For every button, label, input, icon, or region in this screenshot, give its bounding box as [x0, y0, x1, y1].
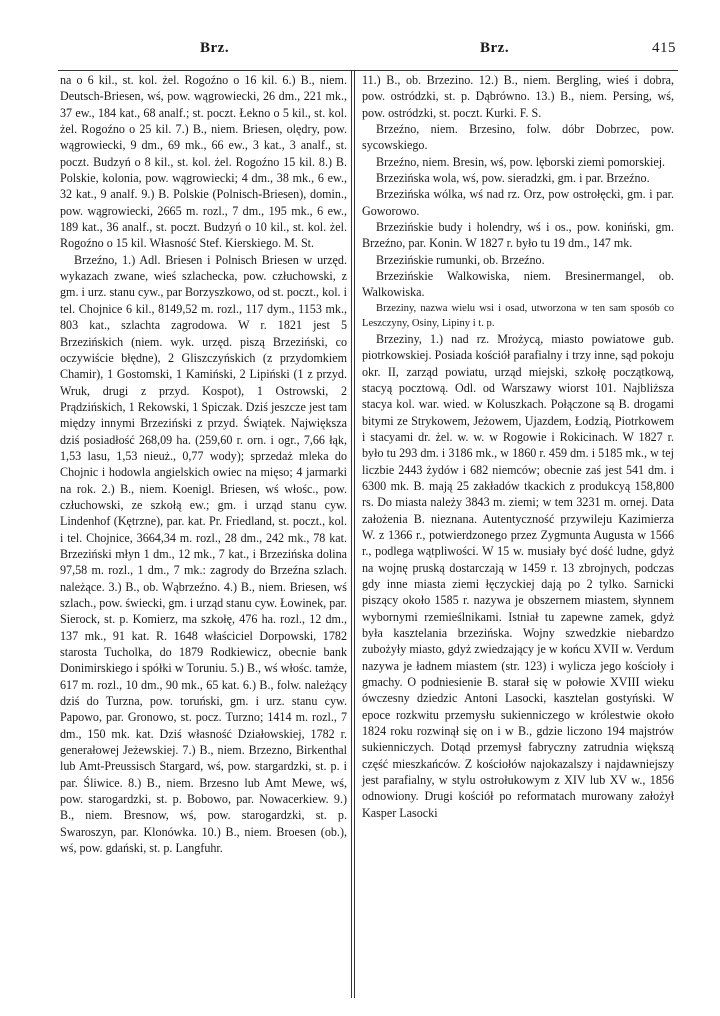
entry-paragraph: Brzezińska wola, wś, pow. sieradzki, gm. i par. Brzeźno.: [376, 171, 650, 186]
running-head-left: Brz.: [200, 40, 230, 56]
entry-paragraph: Brzeziny, nazwa wielu wsi i osad, utworzona w ten sam sposób co Leszczyny, Osiny, Lipiny i t. p.: [362, 302, 674, 329]
entry-paragraph: Brzezińskie budy i holendry, wś i os., pow. koniński, gm. Brzeźno, par. Konin. W 1827 r. było tu 19 dm., 147 mk.: [362, 220, 674, 251]
entry-paragraph: Brzeźno, niem. Bresin, wś, pow. lęborski ziemi pomorskiej.: [376, 154, 666, 169]
right-column: [362, 72, 674, 821]
page-number: 415: [652, 40, 676, 56]
left-column: [60, 72, 347, 857]
entry-paragraph: Brzeźno, niem. Brzesino, folw. dóbr Dobrzec, pow. sycowskiego.: [362, 122, 674, 153]
running-head-center: Brz.: [480, 40, 510, 56]
entry-paragraph: Brzezińska wólka, wś nad rz. Orz, pow ostrołęcki, gm. i par. Goworowo.: [362, 187, 674, 218]
header-rule: [58, 70, 678, 71]
entry-paragraph: na o 6 kil., st. kol. żel. Rogoźno o 16 kil. 6.) B., niem. Deutsch-Briesen, wś, pow. wągrowiecki, 26 dm., 221 mk., 37 ew., 184 kat., 68 analf.; st. poczt. Łekno o 5 kil., st. kol. żel. Rogoźno o 25 kil. 7.) B., niem. Briesen, olędry, pow. wągrowiecki, 9 dm., 69 mk., 66 ew., 3 kat., 3 analf., st. poczt. Budzyń o 8 kil., st. kol. żel. Rogoźno 15 kil. 8.) B. Polskie, kolonia, pow. wągrowiecki; 4 dm., 38 mk., 6 ew., 32 kat., 9 analf. 9.) B. Polskie (Polnisch-Briesen), domin., pow. wągrowiecki, 2665 m. rozl., 7 dm., 195 mk., 6 ew., 189 kat., 36 analf., st. poczt. Budzyń o 10 kil., st. kol. żel. Rogoźno o 15 kil. Własność Stef. Kierskiego. M. St.: [60, 73, 347, 251]
entry-paragraph: Brzeziny, 1.) nad rz. Mrożycą, miasto powiatowe gub. piotrkowskiej. Posiada kościół parafialny i trzy inne, sąd pokoju okr. II, zarząd powiatu, urząd miejski, szkołę początkową, stacyą pocztową. Odl. od Warszawy wiorst 101. Najbliższa stacya kol. war. wied. w Koluszkach. Połączone są B. drogami bitymi ze Strykowem, Jeżowem, Ujazdem, Łodzią, Piotrkowem i stacyami dr. żel. w. w. w Rogowie i Rokicinach. W 1827 r. było tu 293 dm. i 3186 mk., w 1860 r. 459 dm. i 5185 mk., w tej liczbie 2443 żydów i 682 niemców; obecnie zaś jest 541 dm. i 6300 mk. B. mają 25 zakładów tkackich z produkcyą 158,800 rs. Do miasta należy 3843 m. ziemi; w tem 3231 m. ornej. Data założenia B. nieznana. Autentyczność przywileju Kazimierza W. z 1366 r., potwierdzonego przez Zygmunta Augusta w 1566 r., podlega wątpliwości. W 15 w. musiały być dość ludne, gdyż na wojnę pruską dostarczają w 1459 r. 13 zbrojnych, podczas gdy inne miasta ziemi łęczyckiej dają po 2 tylko. Sarnicki piszący około 1585 r. nazywa je obszernem miastem, słynnem wybornymi rzemieślnikami. Istniał tu zapewne zamek, gdyż była kasztelania brzezińska. Wojny szwedzkie niebardzo zubożyły miasto, gdyż zwiedzający je w końcu XVII w. Verdum nazywa je ładnem miastem (str. 123) i wylicza jego kościoły i gmachy. O podniesienie B. starał się w połowie XVIII wieku ówczesny dziedzic Antoni Lasocki, kasztelan gostyński. W epoce rozkwitu przemysłu sukienniczego w królestwie około 1824 roku rozwinął się on i w B., gdzie liczono 194 majstrów sukienniczych. Dotąd przemysł fabryczny zatrudnia większą część mieszkańców. Z kościołów najokazalszy i najdawniejszy jest parafialny, w stylu ostrołukowym z XIV lub XV w., 1856 odnowiony. Drugi kościół po reformatach murowany założył Kasper Lasocki: [362, 331, 674, 820]
entry-paragraph: Brzezińskie rumunki, ob. Brzeźno.: [376, 252, 545, 267]
entry-paragraph: 11.) B., ob. Brzezino. 12.) B., niem. Bergling, wieś i dobra, pow. ostródzki, st. p. Dąbrówno. 13.) B., niem. Persing, wś, pow. ostródzki, st. poczt. Kurki. F. S.: [362, 73, 674, 120]
entry-paragraph: Brzeźno, 1.) Adl. Briesen i Polnisch Briesen w urzęd. wykazach zwane, wieś szlachecka, pow. człuchowski, z gm. i urz. stanu cyw., par Borzyszkowo, od st. poczt., kol. i tel. Chojnice 6 kil., 8149,52 m. rozl., 117 dym., 1153 mk., 803 kat., szlachta zagrodowa. W r. 1821 jest 5 Brzezińskich (niem. wyk. urzęd. piszą Brzeziński, co oczywiście błędne), 2 Gliszczyńskich (z przydomkiem Chamir), 1 Gostomski, 1 Kamiński, 2 Lipiński (1 z przyd. Wruk, drugi z przyd. Kospot), 1 Ostrowski, 2 Prądzińskich, 1 Rekowski, 1 Spiczak. Dziś jeszcze jest tam między innymi Brzeziński z przyd. Świątek. Największa dziś posiadłość 268,09 ha. (259,60 r. orn. i ogr., 7,66 łąk, 1,53 lasu, 1,53 nieuż., 0,77 wody); sprzedaż mleka do Chojnic i hodowla angielskich owiec na mięso; 4 jarmarki na rok. 2.) B., niem. Koenigl. Briesen, wś włośc., pow. człuchowski, ze szkołą ew.; gm. i urząd stanu cyw. Lindenhof (Kętrzne), par. kat. Pr. Friedland, st. poczt., kol. i tel. Chojnice, 3664,34 m. rozl., 28 dm., 242 mk., 78 kat. Brzeziński młyn 1 dm., 12 mk., 7 kat., i Brzezińska dolina 97,58 m. rozl., 1 dm., 7 mk.: zagrody do Brzeźna szlach. należące. 3.) B., ob. Wąbrzeźno. 4.) B., niem. Briesen, wś szlach., pow. świecki, gm. i urząd stanu cyw. Łowinek, par. Sierock, st. p. Komierz, ma szkołę, 476 ha. rozl., 12 dm., 137 mk., 91 kat. R. 1648 właściciel Dorpowski, 1782 starosta Tucholka, do 1879 Rodkiewicz, obecnie bank Donimirskiego i spółki w Toruniu. 5.) B., wś włośc. tamże, 617 m. rozl., 10 dm., 90 mk., 65 kat. 6.) B., folw. należący dziś do Turzna, pow. toruński, gm. i urz. stanu cyw. Papowo, par. Gronowo, st. pocz. Turzno; 1414 m. rozl., 7 dm., 150 mk. kat. Dziś własność Działowskiej, 1782 r. generałowej Jeżewskiej. 7.) B., niem. Brzezno, Birkenthal lub Amt-Preussisch Stargard, wś, pow. stargardzki, st. p. i par. Śliwice. 8.) B., niem. Brzesno lub Amt Mewe, wś, pow. starogardzki, st. p. Bobowo, par. Nowacerkiew. 9.) B., niem. Bresnow, wś, pow. starogardzki, st. p. Swaroszyn, par. Klonówka. 10.) B., niem. Broesen (ob.), wś, pow. gdański, st. p. Langfuhr.: [60, 252, 347, 856]
column-divider: [351, 70, 355, 998]
entry-paragraph: Brzezińskie Walkowiska, niem. Bresinermangel, ob. Walkowiska.: [362, 269, 674, 300]
